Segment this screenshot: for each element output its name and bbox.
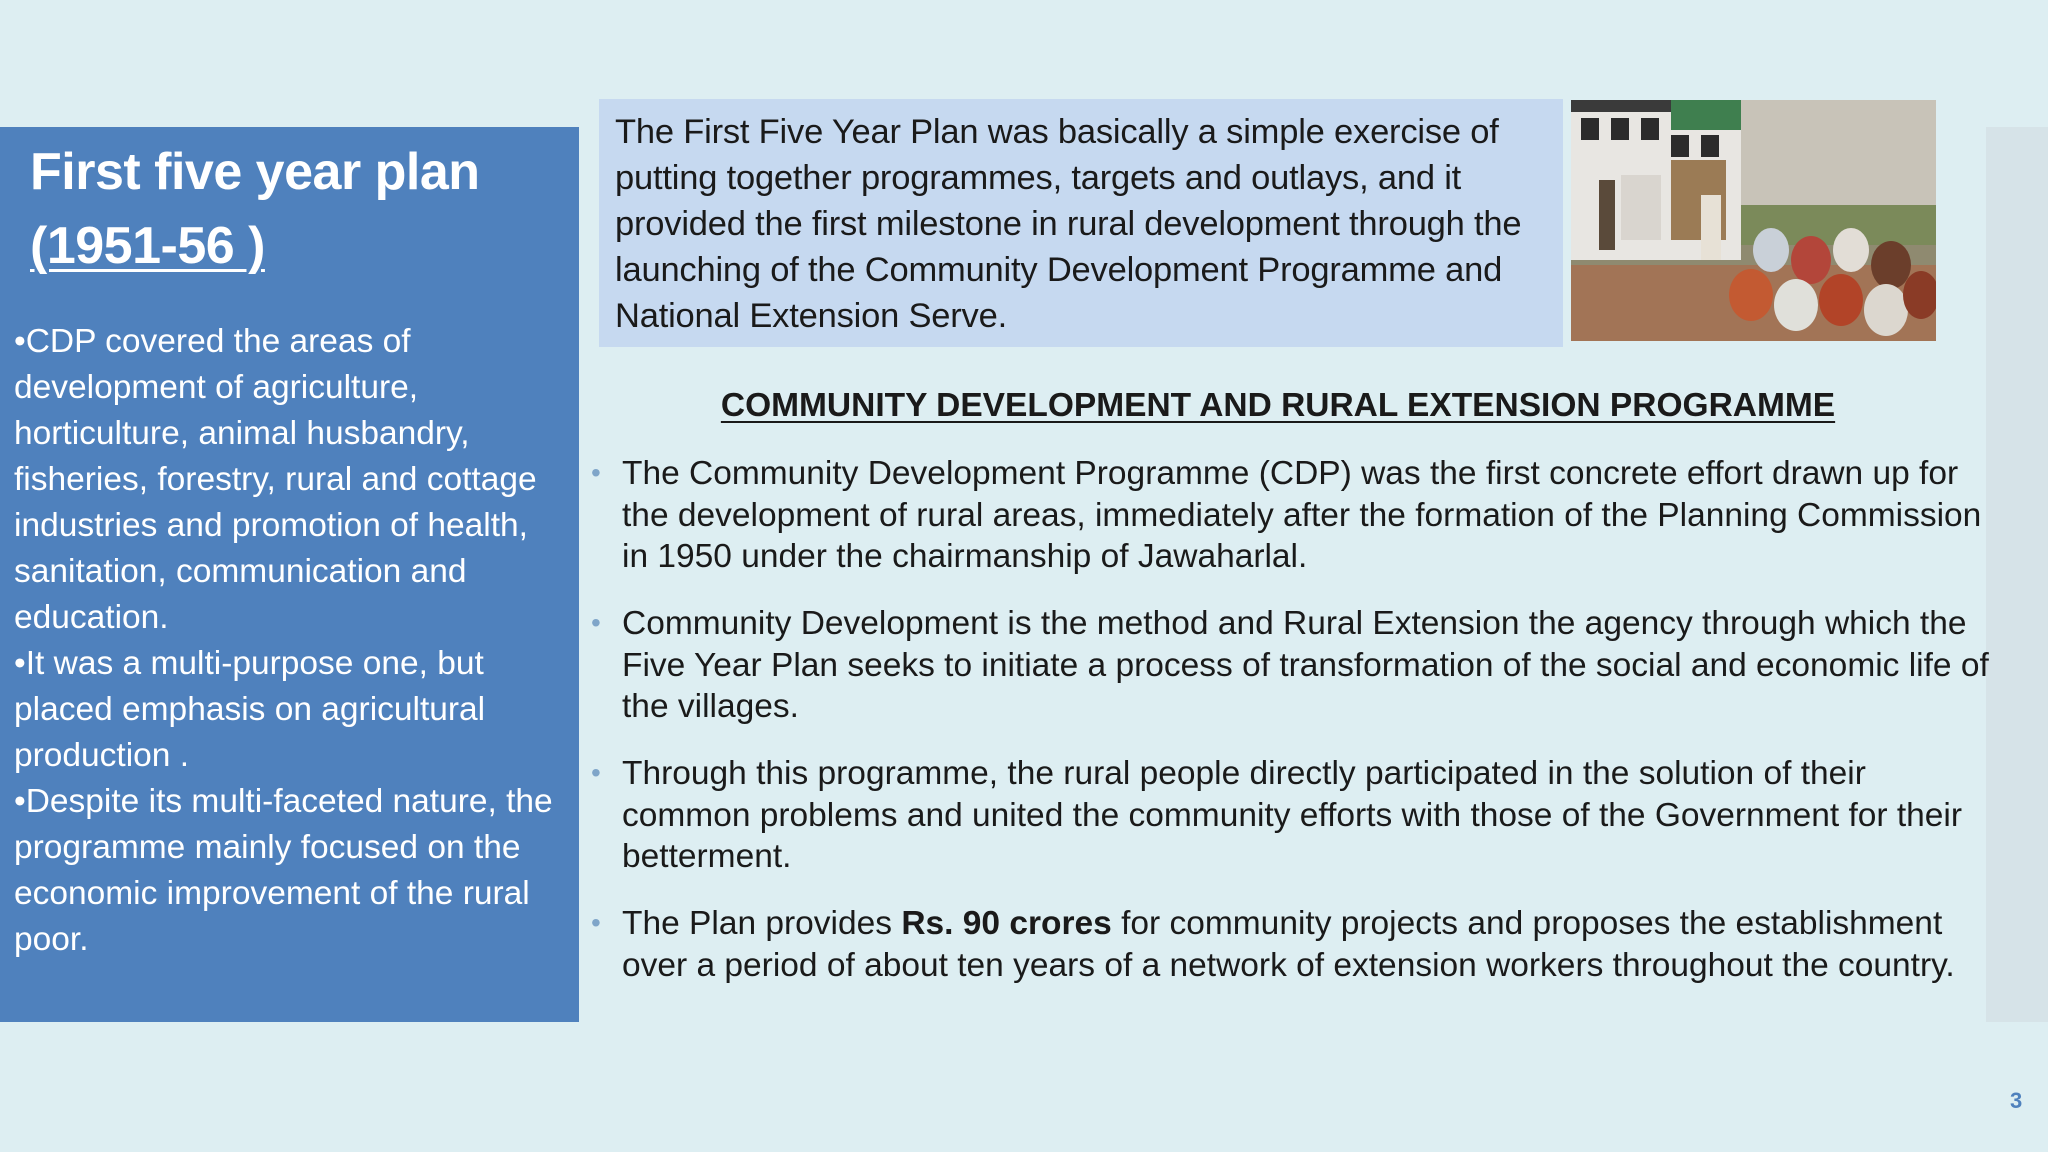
left-bullet-item: •It was a multi-purpose one, but placed emphasis on agricultural production .	[14, 645, 486, 774]
slide-title	[30, 135, 570, 283]
intro-box	[599, 99, 1563, 347]
community-meeting-photo	[1571, 100, 1936, 341]
bullet-text-bold-amount: Rs. 90 crores	[901, 905, 1112, 942]
section-heading: COMMUNITY DEVELOPMENT AND RURAL EXTENSION PROGRAMME	[720, 387, 1836, 424]
left-panel	[0, 127, 579, 1022]
bullet-dot-icon: •	[591, 757, 601, 788]
bullet-text: Community Development is the method and Rural Extension the agency through which the Five Year Plan seeks to initiate a process of transformation of the social and economic life of the villages.	[622, 605, 1989, 725]
bullet-text-before: The Plan provides	[622, 905, 902, 942]
bullet-dot-icon: •	[591, 907, 601, 938]
photo-illustration	[1571, 100, 1936, 341]
slide-title-years: (1951-56 )	[30, 217, 265, 275]
bullet-dot-icon: •	[591, 607, 601, 638]
left-bullet-item: •CDP covered the areas of development of agriculture, horticulture, animal husbandry, fisheries, forestry, rural and cottage industries and promotion of health, sanitation, communication and education.	[14, 323, 537, 636]
left-bullet-list	[14, 319, 574, 963]
bullet-text: The Community Development Programme (CDP) was the first concrete effort drawn up for the development of rural areas, immediately after the formation of the Planning Commission in 1950 under the chairmanship of Jawaharlal.	[622, 455, 1982, 575]
bullet-text: Through this programme, the rural people directly participated in the solution of their common problems and united the community efforts with those of the Government for their betterment.	[622, 755, 1963, 875]
slide-title-text: First five year plan	[30, 143, 480, 201]
bullet-text-after: for community projects and proposes the establishment over a period of about ten years of a network of extension workers throughout the country.	[622, 905, 1955, 984]
intro-text: The First Five Year Plan was basically a simple exercise of putting together programmes, targets and outlays, and it provided the first milestone in rural development through the launching of the Community Development Programme and National Extension Serve.	[615, 113, 1522, 335]
bullet-text	[622, 903, 2002, 986]
page-number: 3	[2010, 1088, 2023, 1113]
left-bullet-item: •Despite its multi-faceted nature, the programme mainly focused on the economic improvement of the rural poor.	[14, 783, 553, 958]
bullet-dot-icon: •	[591, 457, 601, 488]
